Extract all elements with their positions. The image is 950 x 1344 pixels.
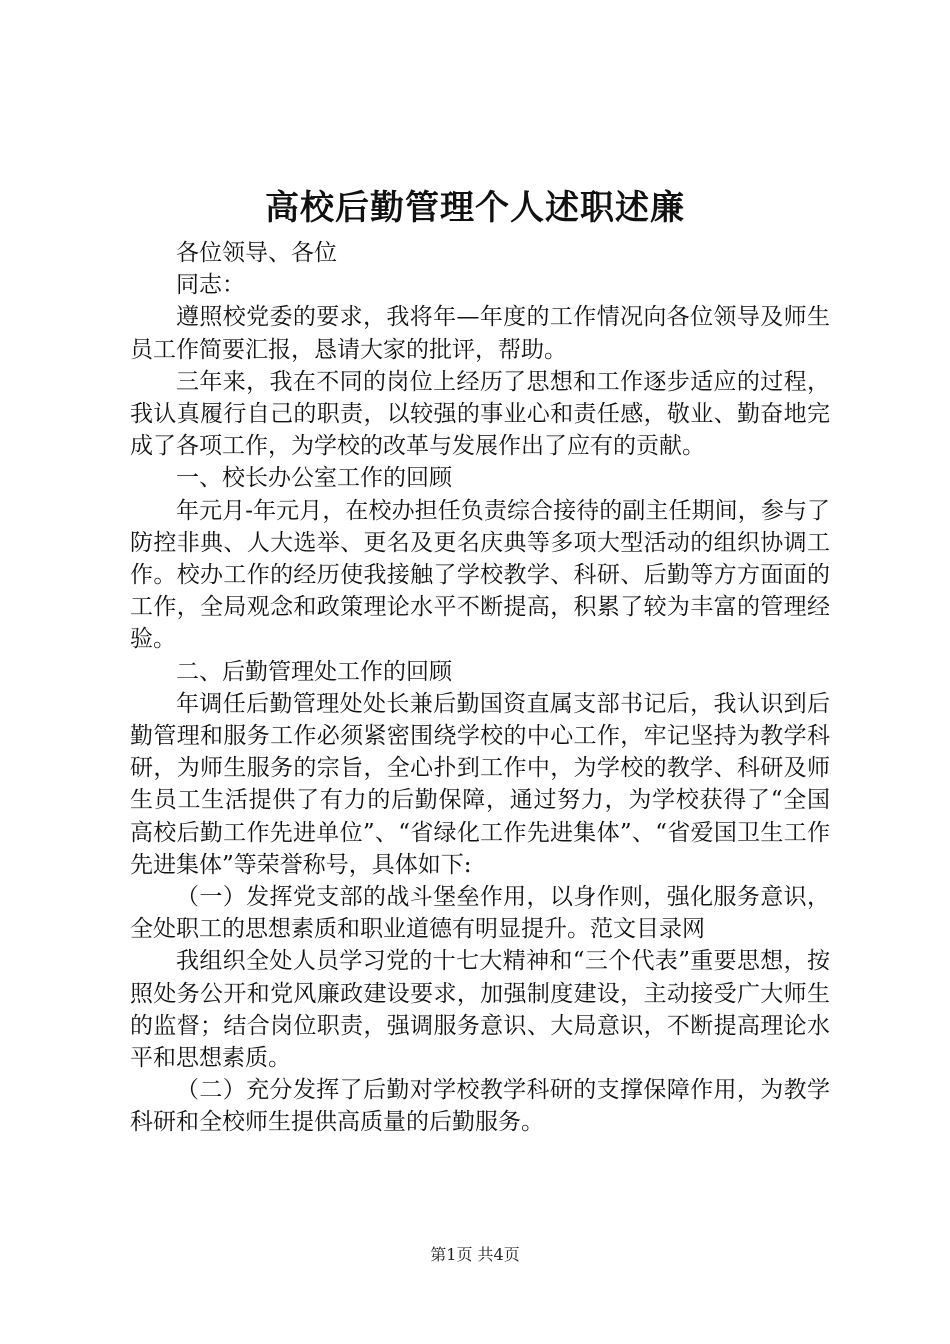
paragraph-summary: 三年来，我在不同的岗位上经历了思想和工作逐步适应的过程，我认真履行自己的职责，以较强的事业心和责任感，敬业、勤奋地完成了各项工作，为学校的改革与发展作出了应有的贡献。 <box>130 368 830 460</box>
document-title: 高校后勤管理个人述职述廉 <box>265 188 685 228</box>
section-heading-2: 二、后勤管理处工作的回顾 <box>176 658 452 685</box>
paragraph-intro: 遵照校党委的要求，我将年—年度的工作情况向各位领导及师生员工作简要汇报，恳请大家的批评，帮助。 <box>130 304 830 363</box>
greeting-line-1: 各位领导、各位 <box>176 240 337 266</box>
paragraph-section-1: 年元月-年元月，在校办担任负责综合接待的副主任期间，参与了防控非典、人大选举、更名及更名庆典等多项大型活动的组织协调工作。校办工作的经历使我接触了学校教学、科研、后勤等方方面面的工作，全局观念和政策理论水平不断提高，积累了较为丰富的管理经验。 <box>130 497 830 653</box>
document-body <box>130 237 830 1139</box>
page-number-footer: 第1页 共4页 <box>430 1245 520 1264</box>
greeting-line-2: 同志： <box>176 272 245 299</box>
paragraph-section-2: 年调任后勤管理处处长兼后勤国资直属支部书记后，我认识到后勤管理和服务工作必须紧密围绕学校的中心工作，牢记坚持为教学科研，为师生服务的宗旨，全心扑到工作中，为学校的教学、科研及师生员工生活提供了有力的后勤保障，通过努力，为学校获得了“全国高校后勤工作先进单位”、“省绿化工作先进集体”、“省爱国卫生工作先进集体”等荣誉称号，具体如下: <box>130 690 830 878</box>
paragraph-subsection-1: 我组织全处人员学习党的十七大精神和“三个代表”重要思想，按照处务公开和党风廉政建设要求，加强制度建设，主动接受广大师生的监督；结合岗位职责，强调服务意识、大局意识，不断提高理论水平和思想素质。 <box>130 948 830 1072</box>
subsection-heading-1: （一）发挥党支部的战斗堡垒作用，以身作则，强化服务意识，全处职工的思想素质和职业道德有明显提升。范文目录网 <box>130 884 830 943</box>
subsection-heading-2: （二）充分发挥了后勤对学校教学科研的支撑保障作用，为教学科研和全校师生提供高质量的后勤服务。 <box>130 1077 830 1136</box>
section-heading-1: 一、校长办公室工作的回顾 <box>176 465 452 492</box>
